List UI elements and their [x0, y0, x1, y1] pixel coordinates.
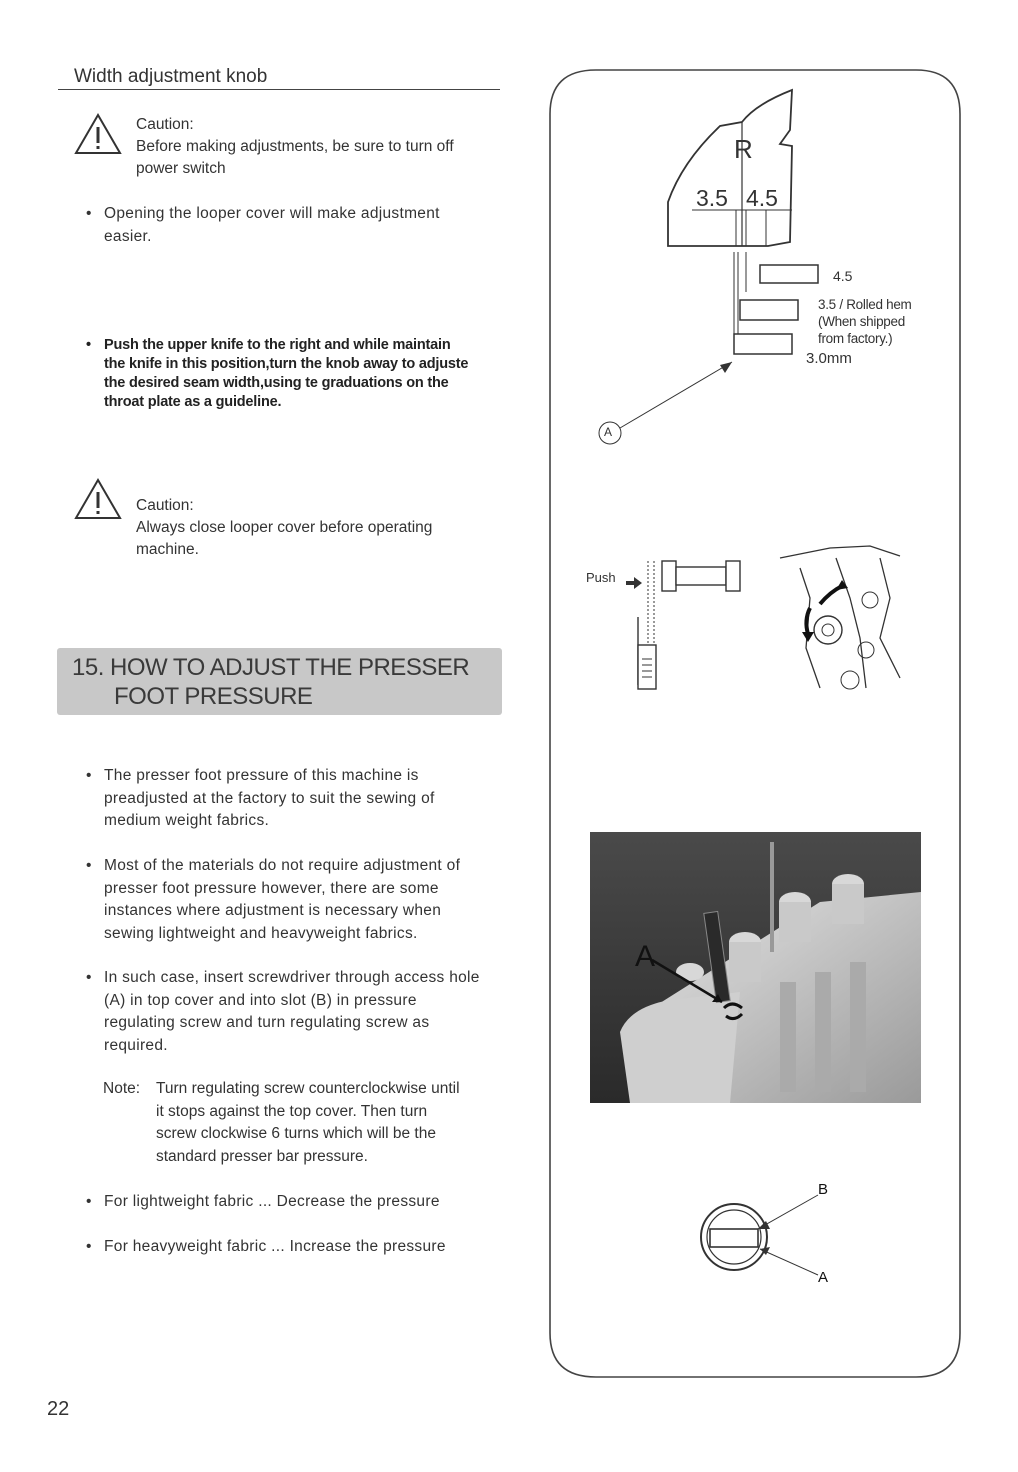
bullet-text: • Most of the materials do not require adjustment of: [104, 857, 461, 874]
bullet-text: • The presser foot pressure of this machine is: [104, 767, 419, 784]
callout-line: (When shipped: [818, 314, 905, 329]
caution-title: Caution:: [136, 116, 194, 133]
caution-text: power switch: [136, 160, 226, 177]
knob-mechanism-diagram: [770, 538, 920, 698]
callout-rolled-hem: [818, 296, 912, 347]
page-number: 22: [47, 1398, 70, 1420]
push-label: Push: [586, 570, 616, 585]
section-heading-width-knob: Width adjustment knob: [58, 66, 500, 90]
label-a: A: [604, 425, 613, 439]
bullet-looper-cover: [86, 203, 506, 248]
bullet-materials: [86, 855, 506, 945]
bullet-text: (A) in top cover and into slot (B) in pressure: [104, 991, 417, 1009]
note-line: screw clockwise 6 turns which will be the: [156, 1125, 436, 1142]
caution-text: Always close looper cover before operating: [136, 519, 433, 536]
bullet-text: • In such case, insert screwdriver through access hole: [104, 969, 480, 986]
bullet-text: instances where adjustment is necessary when: [104, 902, 442, 919]
bullet-text: required.: [104, 1036, 168, 1054]
bullet-factory-pressure: [86, 765, 506, 833]
photo-label-a: A: [635, 940, 656, 973]
label-a: A: [818, 1269, 829, 1286]
section-title-line: FOOT PRESSURE: [114, 683, 313, 710]
bullet-text: regulating screw and turn regulating screw as: [104, 1014, 430, 1031]
caution-text: machine.: [136, 541, 199, 558]
warning-icon: [74, 478, 122, 520]
bullet-text: easier.: [104, 227, 152, 245]
note-line: it stops against the top cover. Then turn: [156, 1102, 428, 1120]
bullet-text: • Push the upper knife to the right and while maintain: [104, 337, 451, 353]
bullet-heavyweight: [86, 1236, 506, 1259]
bullet-text: • For heavyweight fabric ... Increase the pressure: [104, 1238, 446, 1255]
warning-icon: [74, 113, 122, 155]
caution-title: Caution:: [136, 497, 194, 514]
section-title: [72, 653, 469, 711]
bullet-text: preadjusted at the factory to suit the sewing of: [104, 789, 435, 807]
bullet-push-knife: [86, 336, 511, 412]
bullet-screwdriver: [86, 967, 506, 1057]
bullet-text: medium weight fabrics.: [104, 812, 270, 829]
note-line: Turn regulating screw counterclockwise until: [156, 1080, 460, 1097]
bullet-text: sewing lightweight and heavyweight fabrics.: [104, 924, 418, 942]
throat-plate-diagram: [560, 82, 950, 462]
callout-line: 3.5 / Rolled hem: [818, 297, 912, 312]
bullet-text: • Opening the looper cover will make adjustment: [104, 205, 440, 222]
note-line: standard presser bar pressure.: [156, 1147, 368, 1165]
bullet-lightweight: [86, 1191, 506, 1214]
caution-text: Before making adjustments, be sure to turn off: [136, 138, 454, 155]
section-title-line: 15. HOW TO ADJUST THE PRESSER: [72, 654, 470, 681]
regulating-screw-diagram: [690, 1185, 830, 1285]
callout-3-0mm: 3.0mm: [806, 350, 852, 367]
label-4-5: 4.5: [746, 185, 778, 211]
label-r: R: [734, 134, 753, 164]
bullet-text: throat plate as a guideline.: [104, 394, 282, 410]
bullet-text: the desired seam width,using te graduations on the: [104, 375, 449, 391]
bullet-text: • For lightweight fabric ... Decrease the pressure: [104, 1193, 440, 1210]
label-b: B: [818, 1181, 829, 1198]
push-knife-diagram: [618, 555, 753, 695]
bullet-text: the knife in this position,turn the knob away to adjuste: [104, 356, 469, 372]
note-label: Note:: [103, 1080, 141, 1097]
label-3-5: 3.5: [696, 185, 728, 211]
note-text: [156, 1078, 506, 1168]
caution-note-1: [136, 114, 506, 180]
callout-line: from factory.): [818, 331, 893, 346]
bullet-text: presser foot pressure however, there are some: [104, 879, 439, 897]
caution-note-2: [136, 495, 506, 561]
callout-4-5: 4.5: [833, 268, 853, 284]
